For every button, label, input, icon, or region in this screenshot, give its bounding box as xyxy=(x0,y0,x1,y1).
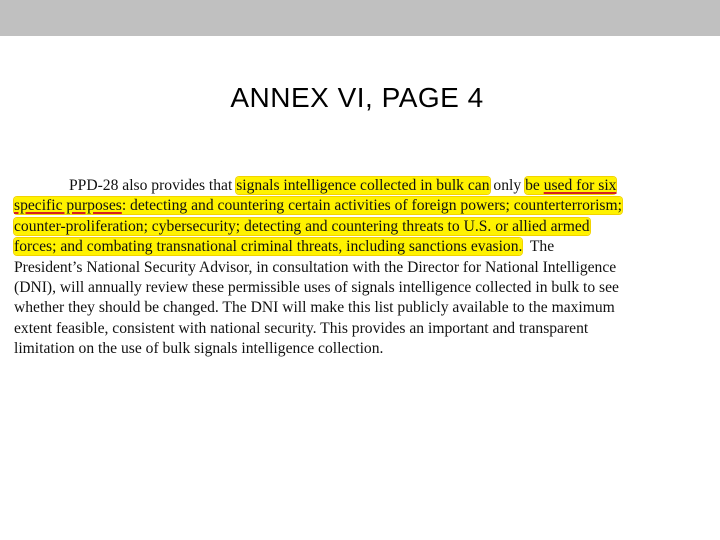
highlighted-text-part: be xyxy=(525,177,544,194)
paragraph-line xyxy=(14,176,714,196)
plain-text: PPD-28 also provides that xyxy=(69,177,237,194)
highlighted-text xyxy=(14,197,622,214)
paragraph-line xyxy=(14,278,714,298)
paragraph-line xyxy=(14,237,714,257)
slide-title xyxy=(0,82,720,114)
top-bar xyxy=(0,0,720,36)
paragraph-line xyxy=(14,339,714,359)
slide-title-text: ANNEX VI, PAGE 4 xyxy=(230,82,484,113)
paragraph-line xyxy=(14,196,714,216)
highlighted-text-part: : detecting and countering certain activities of foreign powers; counterterrorism; xyxy=(121,197,622,215)
plain-text: only xyxy=(489,177,526,194)
underlined-text: specific purposes xyxy=(14,197,122,215)
plain-text: whether they should be changed. The DNI will make this list publicly available to the maximum xyxy=(14,299,615,317)
highlighted-text: signals intelligence collected in bulk can xyxy=(236,177,490,194)
underlined-text: used for six xyxy=(543,177,617,194)
paragraph-line xyxy=(14,319,714,339)
highlighted-text: counter-proliferation; cybersecurity; detecting and countering threats to U.S. or allied armed xyxy=(14,217,590,235)
plain-text: The xyxy=(522,238,555,256)
document-excerpt xyxy=(14,176,714,360)
paragraph-line xyxy=(14,258,714,278)
paragraph-line xyxy=(14,217,714,237)
plain-text: (DNI), will annually review these permissible uses of signals intelligence collected in bulk to see xyxy=(14,278,619,296)
plain-text: limitation on the use of bulk signals intelligence collection. xyxy=(14,340,384,358)
plain-text: President’s National Security Advisor, in consultation with the Director for National Intelligence xyxy=(14,258,617,276)
highlighted-text: forces; and combating transnational criminal threats, including sanctions evasion. xyxy=(14,238,523,256)
highlighted-text xyxy=(525,177,616,194)
plain-text: extent feasible, consistent with national security. This provides an important and transparent xyxy=(14,319,589,337)
paragraph-line xyxy=(14,298,714,318)
